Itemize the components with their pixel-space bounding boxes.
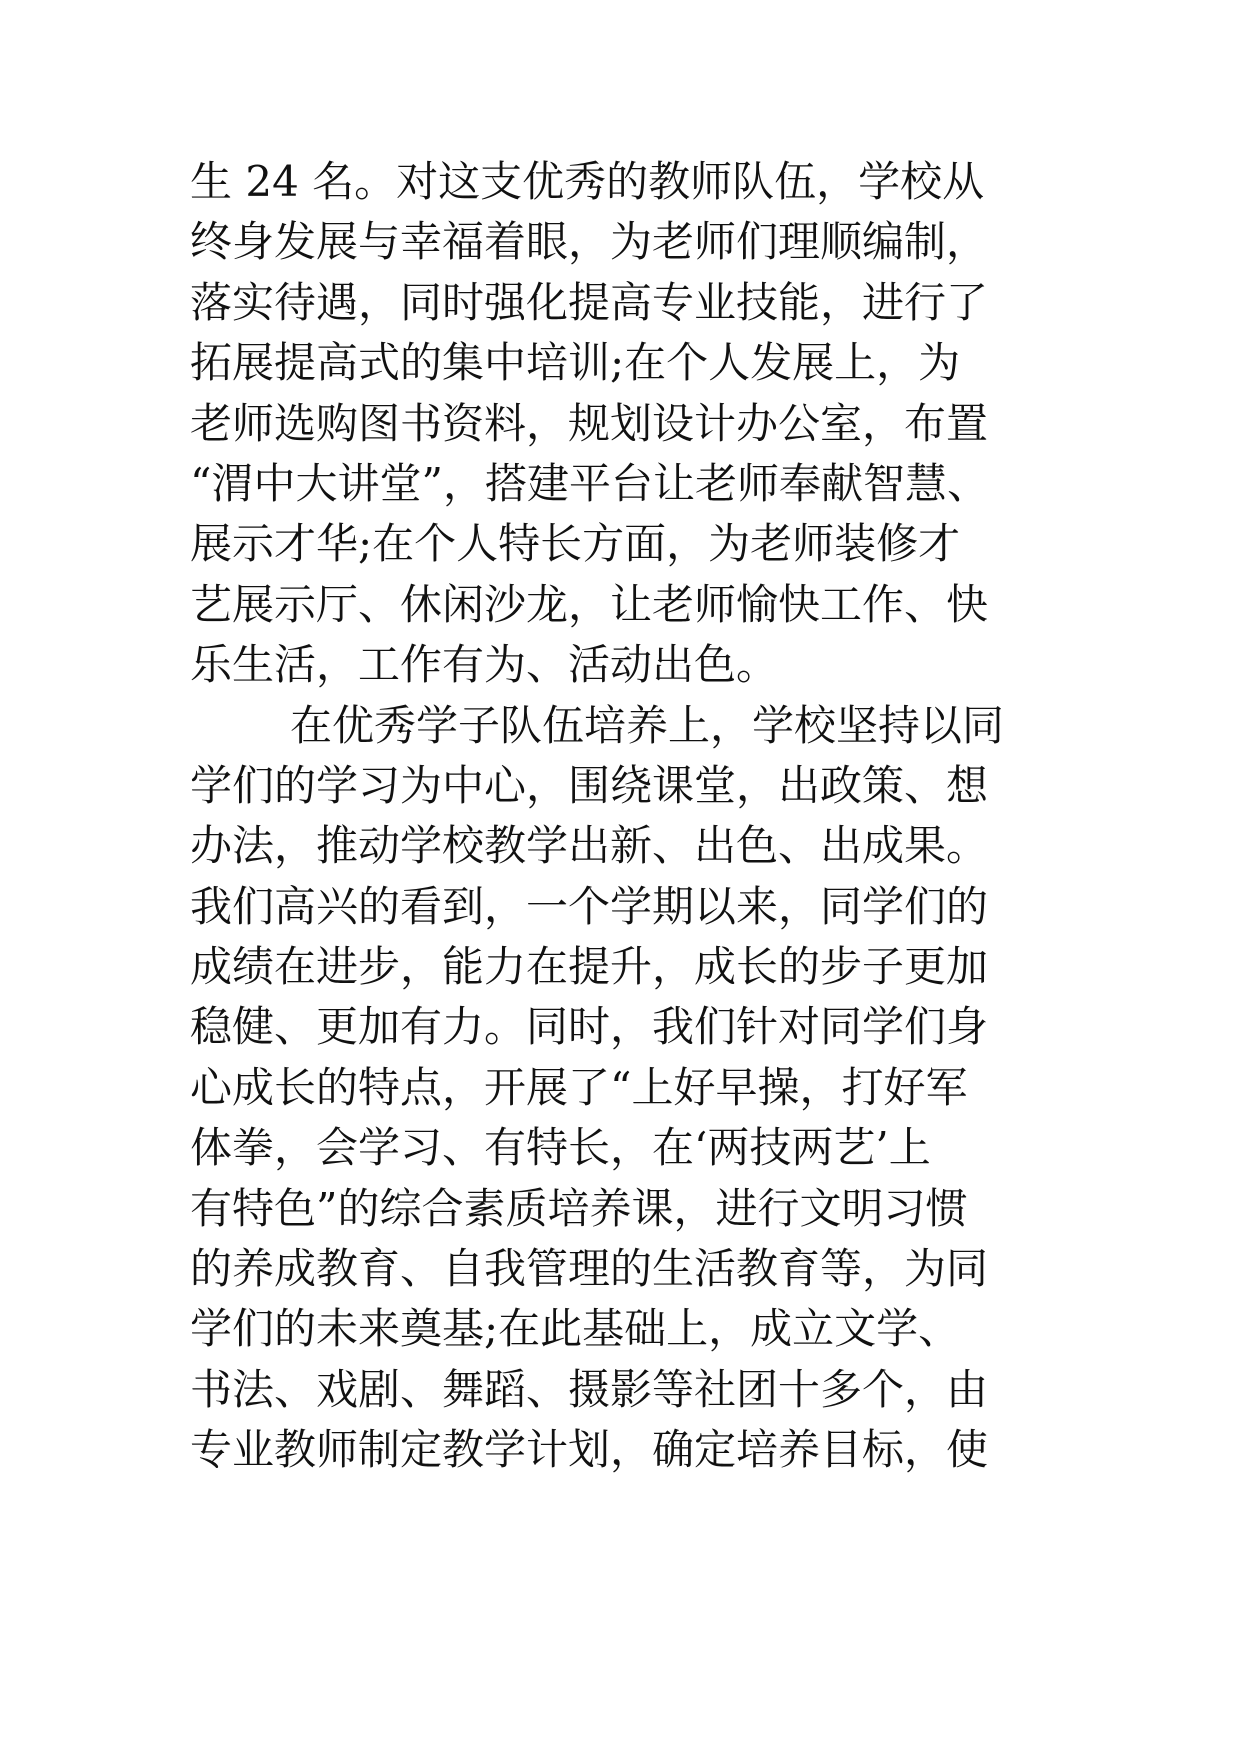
text-line: 心成长的特点，开展了“上好早操，打好军 [190,1062,968,1112]
paragraph-start-line: 在优秀学子队伍培养上，学校坚持以同 [290,700,1005,750]
text-line: 老师选购图书资料，规划设计办公室，布置 [190,398,989,448]
text-line: 乐生活，工作有为、活动出色。 [190,640,779,690]
text-line: 学们的未来奠基;在此基础上，成立文学、 [190,1304,961,1354]
body-text [190,152,1090,1481]
text-line: 终身发展与幸福着眼，为老师们理顺编制， [190,217,989,267]
text-line: 艺展示厅、休闲沙龙，让老师愉快工作、快 [190,579,989,629]
text-line: 生 24 名。对这支优秀的教师队伍，学校从 [190,157,985,206]
text-line: 我们高兴的看到，一个学期以来，同学们的 [190,881,989,931]
text-line: “渭中大讲堂”，搭建平台让老师奉献智慧、 [190,458,989,508]
text-line: 稳健、更加有力。同时，我们针对同学们身 [190,1002,989,1052]
text-line: 落实待遇，同时强化提高专业技能，进行了 [190,277,989,327]
text-line: 办法，推动学校教学出新、出色、出成果。 [190,821,989,871]
text-line: 有特色”的综合素质培养课，进行文明习惯 [190,1183,968,1233]
text-line: 体拳，会学习、有特长，在‘两技两艺’上 [190,1123,931,1173]
text-line: 展示才华;在个人特长方面，为老师装修才 [190,519,961,569]
text-line: 成绩在进步，能力在提升，成长的步子更加 [190,942,989,992]
text-line: 书法、戏剧、舞蹈、摄影等社团十多个，由 [190,1364,989,1414]
text-line: 学们的学习为中心，围绕课堂，出政策、想 [190,760,989,810]
text-line: 拓展提高式的集中培训;在个人发展上，为 [190,338,961,388]
text-line: 的养成教育、自我管理的生活教育等，为同 [190,1244,989,1294]
text-line: 专业教师制定教学计划，确定培养目标，使 [190,1425,989,1475]
